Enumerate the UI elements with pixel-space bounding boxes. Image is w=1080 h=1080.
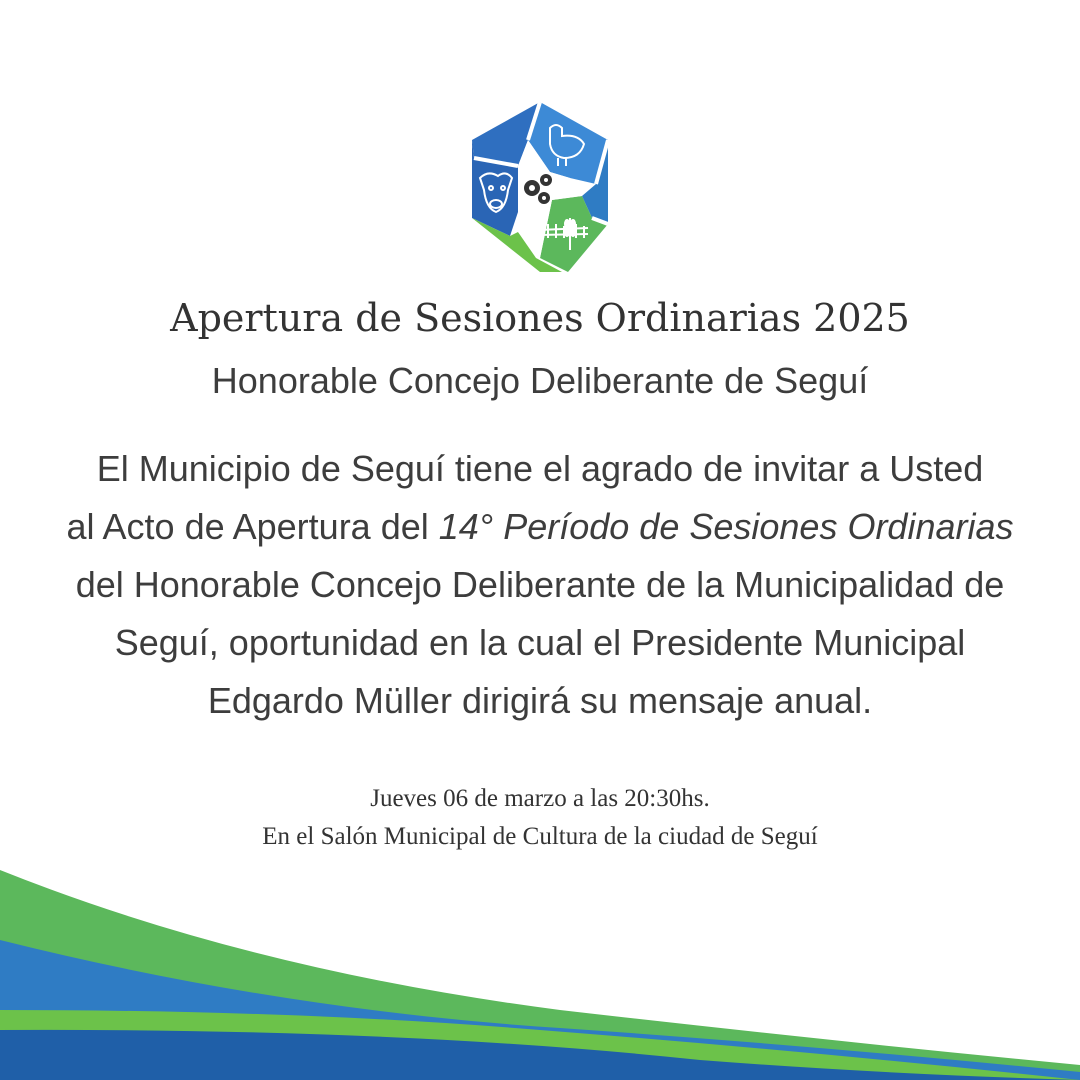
invitation-line: El Municipio de Seguí tiene el agrado de invitar a Usted <box>96 448 984 489</box>
decorative-waves <box>0 860 1080 1080</box>
period-name: 14° Período de Sesiones Ordinarias <box>438 506 1014 547</box>
invitation-line <box>20 498 1060 556</box>
event-date-time: Jueves 06 de marzo a las 20:30hs. <box>370 785 710 812</box>
invitation-text <box>20 440 1060 730</box>
logo <box>458 100 622 274</box>
invitation-line: Seguí, oportunidad en la cual el Presidente Municipal <box>114 622 966 663</box>
event-location: En el Salón Municipal de Cultura de la ciudad de Seguí <box>262 823 818 850</box>
page-subtitle: Honorable Concejo Deliberante de Seguí <box>211 360 869 401</box>
invitation-line: Edgardo Müller dirigirá su mensaje anual. <box>207 680 873 721</box>
invitation-line: del Honorable Concejo Deliberante de la Municipalidad de <box>75 564 1005 605</box>
event-details <box>0 780 1080 856</box>
page-title: Apertura de Sesiones Ordinarias 2025 <box>170 296 910 340</box>
invitation-line-prefix: al Acto de Apertura del <box>66 506 439 547</box>
